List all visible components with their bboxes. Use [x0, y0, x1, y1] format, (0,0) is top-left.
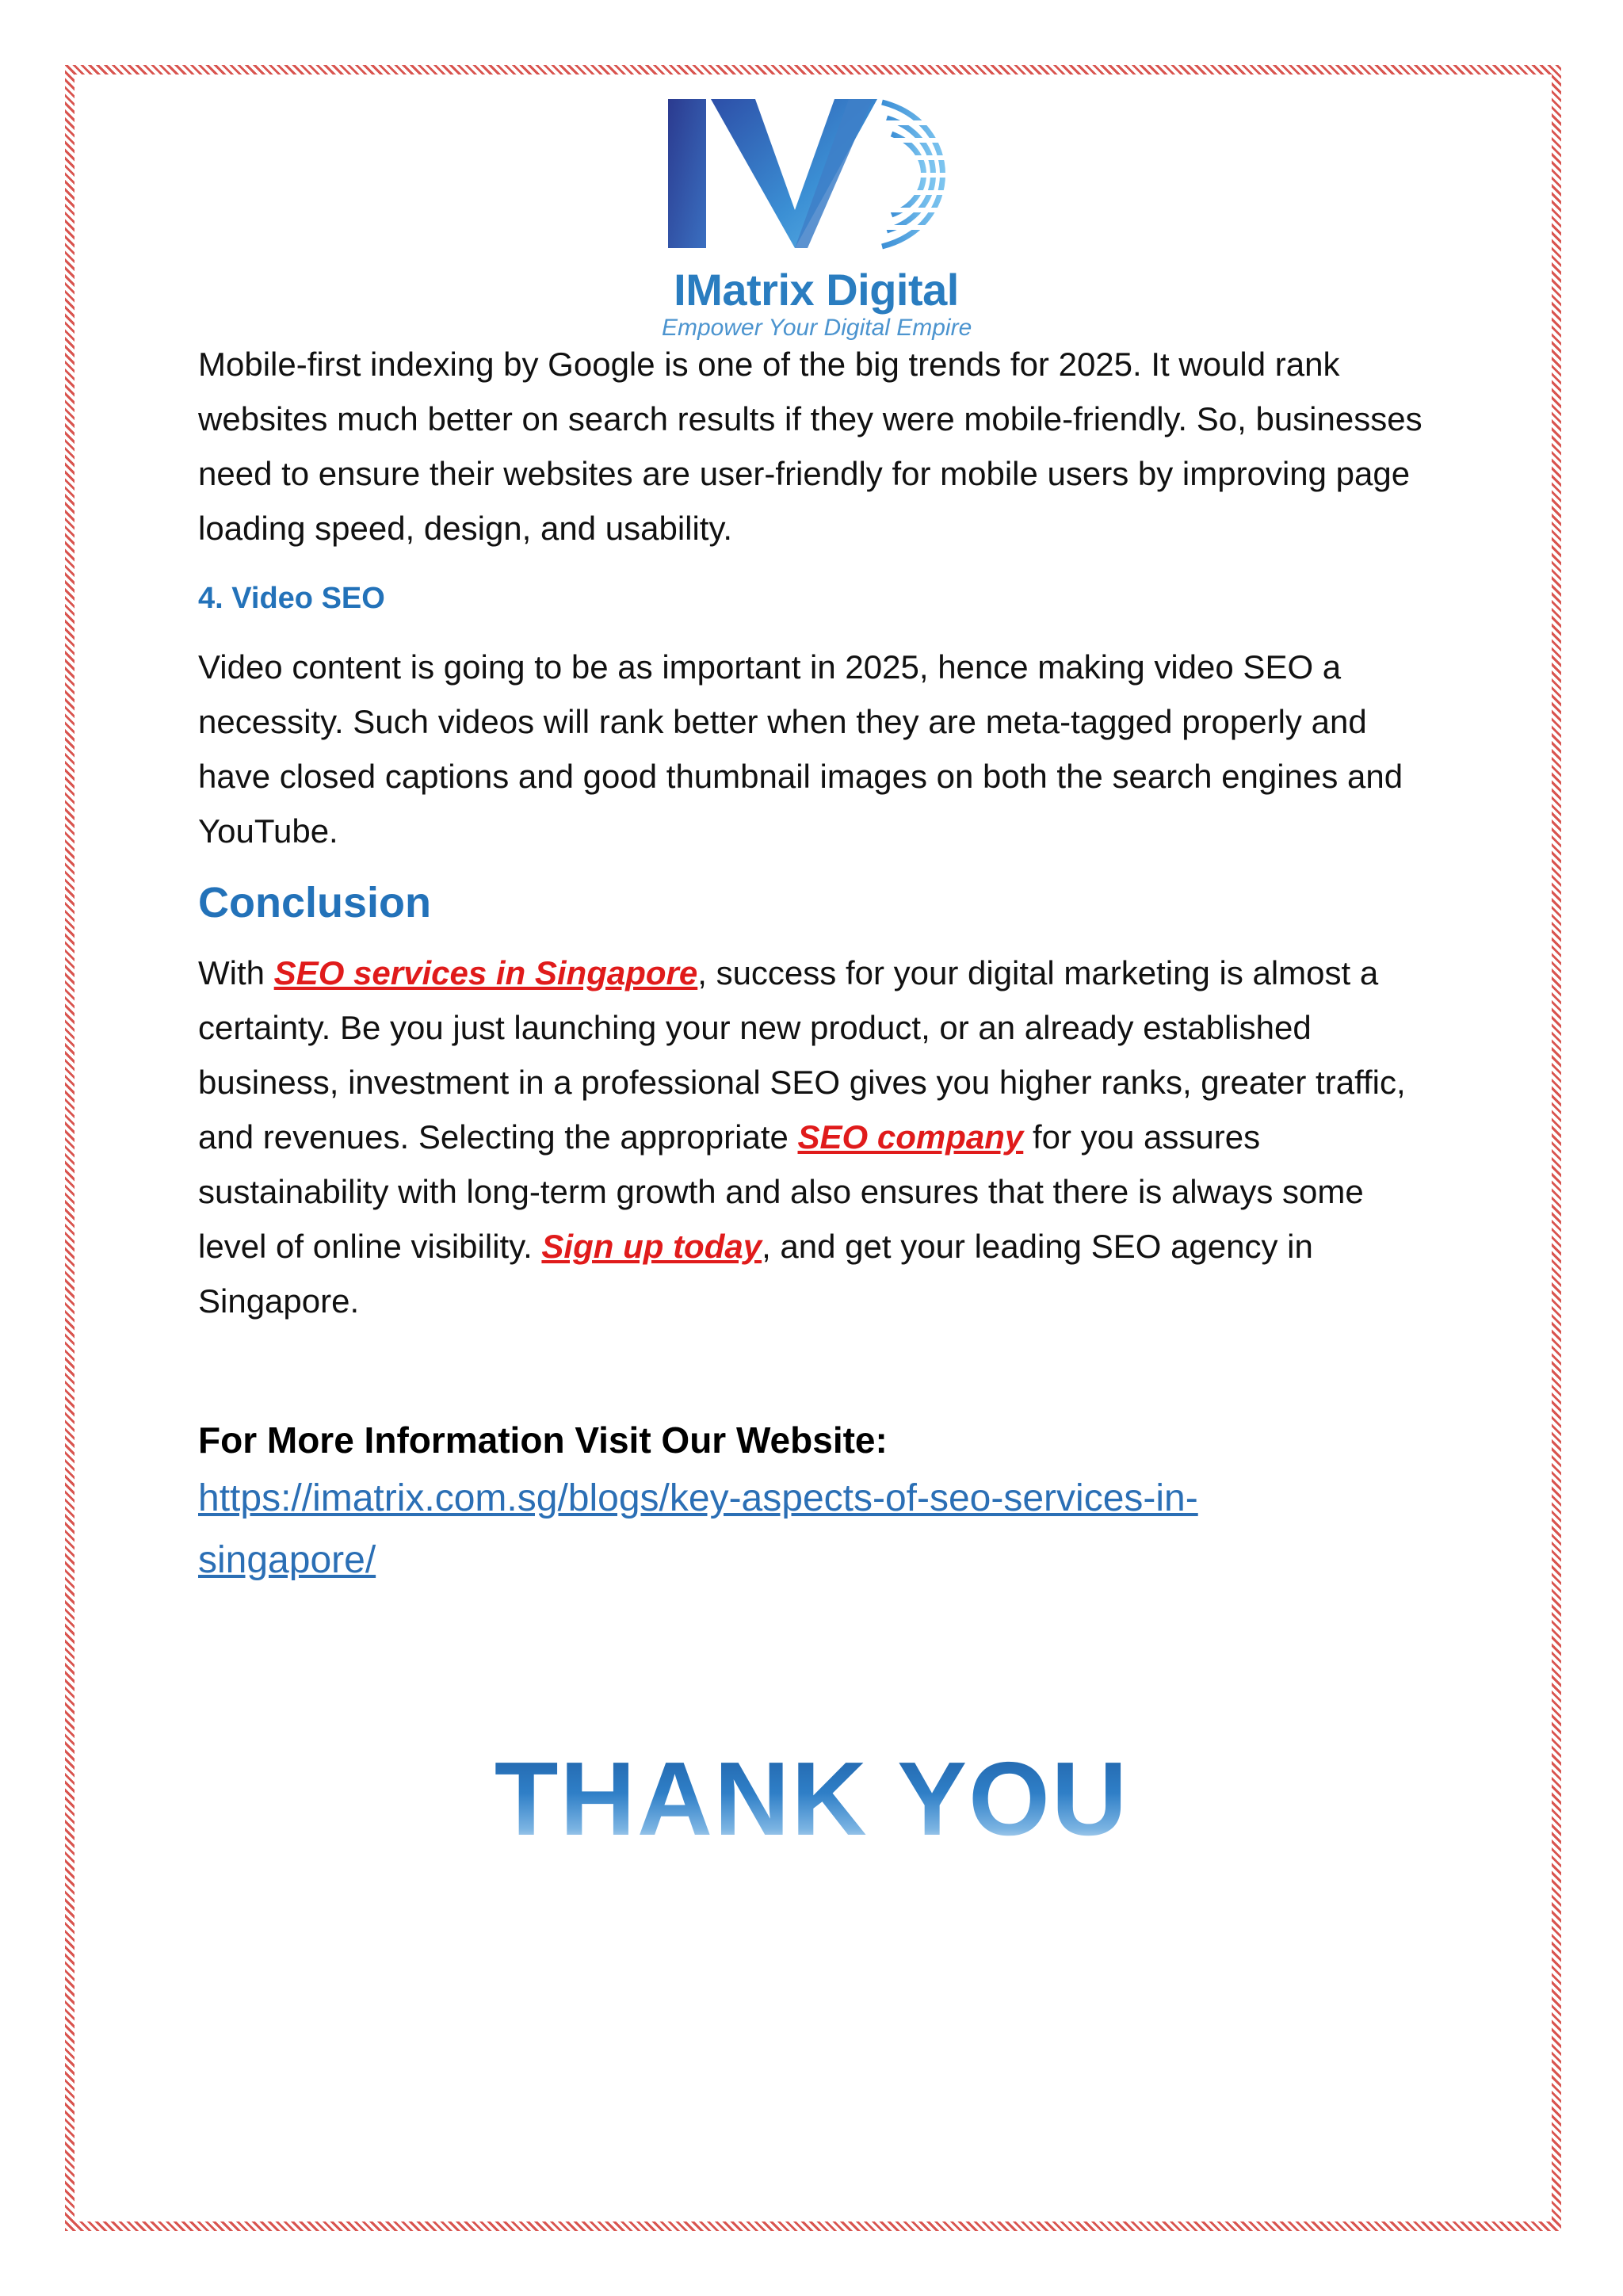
seo-company-link[interactable]: SEO company: [797, 1118, 1024, 1156]
sign-up-today-link[interactable]: Sign up today: [541, 1228, 762, 1265]
video-seo-heading: 4. Video SEO: [198, 582, 385, 615]
conclusion-text-2: , success for your digital marketing is almost a certainty. Be you just launching your new product, or an already established business, investment in a professional SEO gives you higher ranks, greater traffic, and revenues. Selecting the appropriate: [198, 954, 1406, 1156]
thank-you-banner: THANK YOU: [0, 1740, 1623, 1859]
conclusion-text-3: for you assures sustainability with long-term growth and also ensures that there is always some level of online visibility.: [198, 1118, 1364, 1265]
conclusion-paragraph: [198, 946, 1434, 1328]
imatrix-logo-mark: [662, 91, 971, 262]
more-info-title: For More Information Visit Our Website:: [198, 1419, 888, 1461]
video-seo-paragraph: Video content is going to be as important in 2025, hence making video SEO a necessity. Such videos will rank better when they are meta-tagged properly and have closed captions and good thumbnail images on both the search engines and YouTube.: [198, 648, 1403, 850]
logo-tagline: Empower Your Digital Empire: [662, 315, 972, 341]
website-url-link[interactable]: https://imatrix.com.sg/blogs/key-aspects-of-seo-services-in-singapore/: [198, 1477, 1198, 1581]
logo-company-name: IMatrix Digital: [674, 265, 959, 315]
conclusion-text-1: With: [198, 954, 274, 991]
seo-services-singapore-link[interactable]: SEO services in Singapore: [273, 954, 698, 991]
conclusion-text-4: , and get your leading SEO agency in Singapore.: [198, 1228, 1313, 1320]
conclusion-heading: Conclusion: [198, 879, 431, 926]
imatrix-logo: [662, 91, 971, 341]
intro-paragraph: Mobile-first indexing by Google is one of the big trends for 2025. It would rank websites much better on search results if they were mobile-friendly. So, businesses need to ensure their websites are user-friendly for mobile users by improving page loading speed, design, and usability.: [198, 346, 1423, 547]
document-body: [198, 337, 1434, 1591]
